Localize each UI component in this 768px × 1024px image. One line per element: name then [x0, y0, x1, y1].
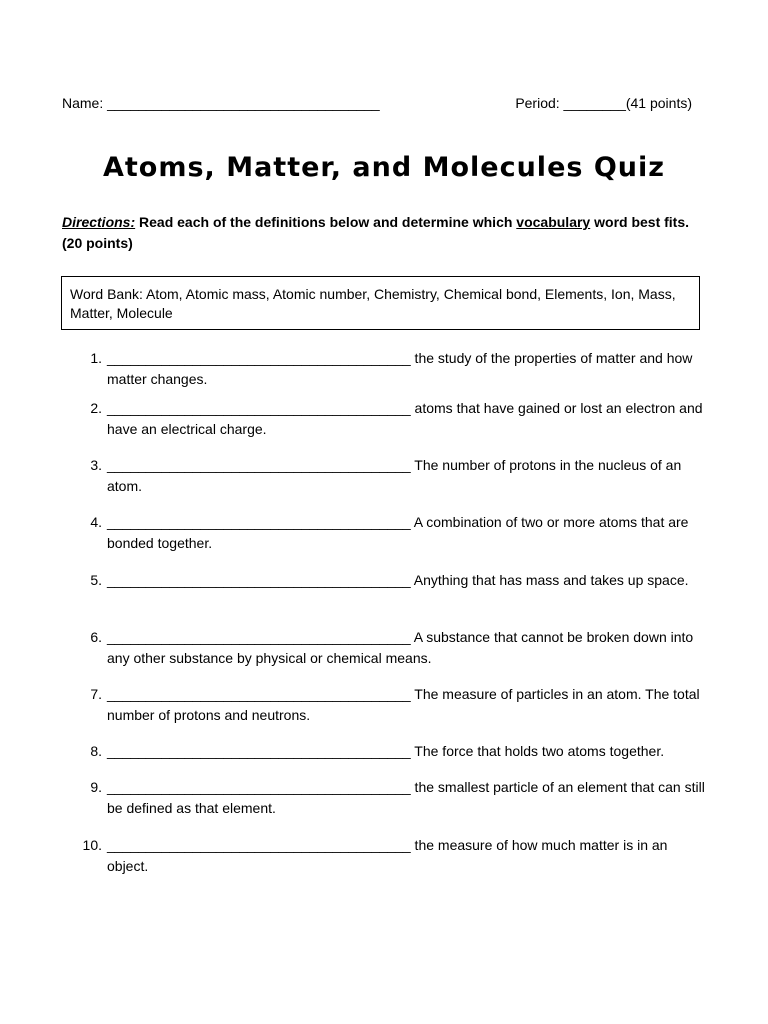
question-text[interactable]: _______________________________________ the measure of how much matter is in an object. [107, 837, 668, 874]
question-number: 5. [90, 572, 102, 588]
question-text[interactable]: _______________________________________ the smallest particle of an element that can still be defined as that element. [107, 779, 705, 816]
directions-text-end: word best fits. (20 points) [62, 214, 690, 251]
directions [62, 212, 712, 254]
question-number: 4. [90, 514, 102, 530]
question-text[interactable]: _______________________________________ The force that holds two atoms together. [107, 743, 665, 759]
question-number: 10. [82, 837, 102, 853]
question-number: 1. [90, 350, 102, 366]
question-number: 6. [90, 629, 102, 645]
directions-label: Directions: [62, 214, 136, 230]
question-number: 7. [90, 686, 102, 702]
question-text[interactable]: _______________________________________ Anything that has mass and takes up space. [107, 572, 689, 588]
question-text[interactable]: _______________________________________ A combination of two or more atoms that are bonded together. [107, 514, 689, 551]
question-text[interactable]: _______________________________________ atoms that have gained or lost an electron and have an electrical charge. [107, 400, 703, 437]
word-bank: Word Bank: Atom, Atomic mass, Atomic number, Chemistry, Chemical bond, Elements, Ion, Mass, Matter, Molecule [61, 276, 700, 330]
question-text[interactable]: _______________________________________ The number of protons in the nucleus of an atom. [107, 457, 682, 494]
question-number: 8. [90, 743, 102, 759]
question-text[interactable]: _______________________________________ A substance that cannot be broken down into any other substance by physical or chemical means. [107, 629, 694, 666]
question-text[interactable]: _______________________________________ The measure of particles in an atom. The total number of protons and neutrons. [107, 686, 700, 723]
question-number: 3. [90, 457, 102, 473]
name-field[interactable]: Name: ___________________________________ [62, 95, 380, 111]
directions-text: Read each of the definitions below and determine which [135, 214, 517, 230]
page-title: Atoms, Matter, and Molecules Quiz [103, 152, 665, 183]
question-text[interactable]: _______________________________________ the study of the properties of matter and how matter changes. [107, 350, 693, 387]
period-field[interactable]: Period: ________(41 points) [515, 95, 692, 111]
question-number: 2. [90, 400, 102, 416]
question-number: 9. [90, 779, 102, 795]
header-row [62, 94, 692, 112]
vocabulary-word: vocabulary [516, 214, 591, 230]
